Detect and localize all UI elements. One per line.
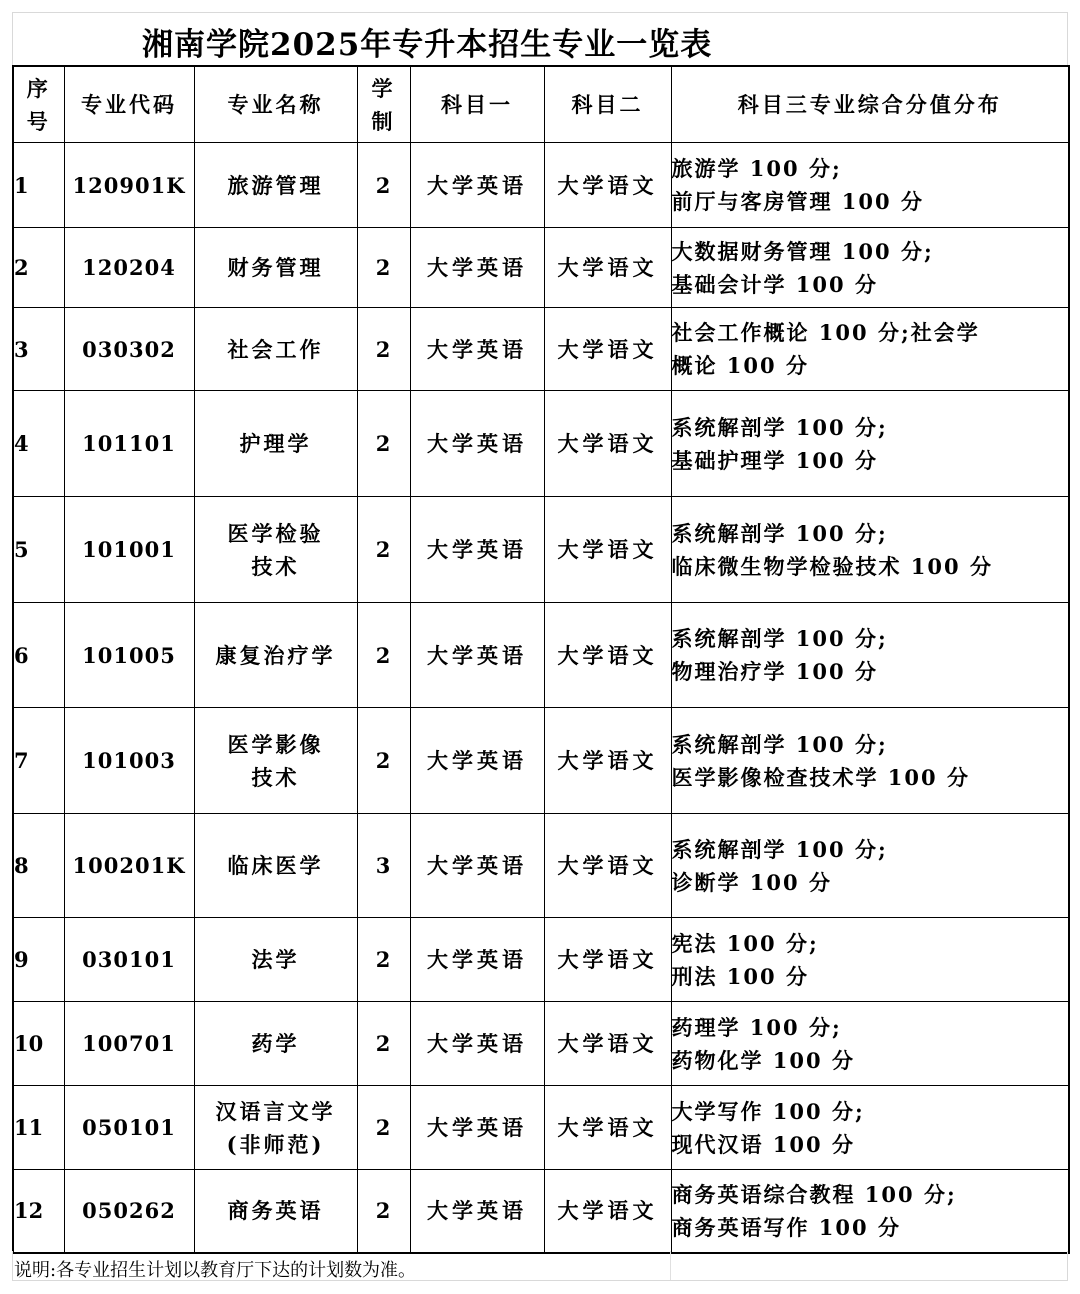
cell-subject3-line: 大学写作 100 分;: [671, 1098, 865, 1124]
cell-subject3-line: 旅游学 100 分;: [671, 156, 842, 181]
cell-subject2: 大学语文: [544, 708, 671, 814]
header-idx: [13, 66, 64, 143]
cell-subject3-line: 医学影像检查技术学 100 分: [671, 764, 970, 790]
table-row: [13, 1170, 1069, 1253]
cell-subject3: [671, 708, 1069, 814]
cell-idx: 1: [13, 143, 64, 228]
cell-years: 2: [357, 143, 410, 228]
cell-name-line: 医学影像: [227, 731, 324, 757]
table-row: [13, 603, 1069, 708]
cell-code: 100701: [64, 1002, 194, 1086]
cell-code: 101001: [64, 497, 194, 603]
header-years-line-2: 制: [371, 108, 396, 134]
cell-subject1: 大学英语: [410, 603, 544, 708]
cell-subject2: 大学语文: [544, 603, 671, 708]
cell-code: 100201K: [64, 814, 194, 918]
cell-subject3: [671, 143, 1069, 228]
cell-subject1: 大学英语: [410, 308, 544, 391]
cell-years: 2: [357, 228, 410, 308]
header-idx-line-2: 号: [26, 108, 51, 134]
cell-subject1: 大学英语: [410, 1086, 544, 1170]
cell-code: 030101: [64, 918, 194, 1002]
cell-subject2: 大学语文: [544, 1002, 671, 1086]
cell-subject3-line: 基础护理学 100 分: [671, 447, 878, 473]
table-row: [13, 814, 1069, 918]
cell-subject3-line: 宪法 100 分;: [671, 930, 819, 956]
cell-name-line: 旅游管理: [227, 172, 324, 198]
cell-name-line: 临床医学: [227, 853, 324, 878]
cell-subject3: [671, 1086, 1069, 1170]
cell-name-line: 社会工作: [227, 336, 324, 362]
table-row: [13, 1086, 1069, 1170]
cell-years: 2: [357, 1002, 410, 1086]
cell-subject3: [671, 391, 1069, 497]
table-row: [13, 1002, 1069, 1086]
cell-subject3: [671, 497, 1069, 603]
cell-years: 2: [357, 708, 410, 814]
cell-subject3: [671, 918, 1069, 1002]
cell-code: 120901K: [64, 143, 194, 228]
cell-idx: 3: [13, 308, 64, 391]
header-row: [13, 66, 1069, 143]
cell-subject3-line: 刑法 100 分: [671, 963, 809, 989]
table-row: [13, 143, 1069, 228]
cell-years: 2: [357, 1170, 410, 1253]
cell-subject3-line: 社会工作概论 100 分;社会学: [671, 320, 980, 345]
cell-subject1: 大学英语: [410, 391, 544, 497]
cell-subject3-line: 系统解剖学 100 分;: [671, 836, 888, 862]
cell-subject3-line: 系统解剖学 100 分;: [671, 414, 888, 440]
table-row: [13, 391, 1069, 497]
cell-name: [194, 814, 357, 918]
cell-subject1: 大学英语: [410, 143, 544, 228]
header-subject2: 科目二: [544, 66, 671, 143]
cell-years: 2: [357, 603, 410, 708]
cell-idx: 11: [13, 1086, 64, 1170]
cell-code: 101003: [64, 708, 194, 814]
cell-subject3-line: 大数据财务管理 100 分;: [671, 238, 934, 264]
cell-subject3-line: 诊断学 100 分: [671, 869, 832, 895]
cell-subject2: 大学语文: [544, 391, 671, 497]
cell-subject3-line: 现代汉语 100 分: [671, 1131, 855, 1157]
cell-name-line: 护理学: [239, 431, 312, 456]
page-title: 湘南学院2025年专升本招生专业一览表: [142, 27, 713, 63]
cell-subject1: 大学英语: [410, 1002, 544, 1086]
cell-subject2: 大学语文: [544, 497, 671, 603]
cell-code: 101101: [64, 391, 194, 497]
cell-name-line: 技术: [251, 764, 300, 790]
cell-years: 2: [357, 918, 410, 1002]
cell-subject3-line: 药理学 100 分;: [671, 1014, 842, 1040]
cell-subject1: 大学英语: [410, 918, 544, 1002]
cell-subject3-line: 药物化学 100 分: [671, 1047, 855, 1073]
cell-name: [194, 1002, 357, 1086]
cell-subject3-line: 商务英语写作 100 分: [671, 1214, 901, 1240]
cell-years: 2: [357, 391, 410, 497]
cell-subject3: [671, 603, 1069, 708]
table-row: [13, 708, 1069, 814]
cell-code: 120204: [64, 228, 194, 308]
cell-name: [194, 391, 357, 497]
header-idx-line-1: 序: [26, 75, 51, 101]
cell-name: [194, 1170, 357, 1253]
cell-name-line: 技术: [251, 553, 300, 579]
cell-name-line: 医学检验: [227, 520, 324, 546]
cell-subject2: 大学语文: [544, 1170, 671, 1253]
cell-subject3-line: 商务英语综合教程 100 分;: [671, 1181, 957, 1207]
cell-subject3-line: 前厅与客房管理 100 分: [671, 189, 924, 214]
cell-name-line: 药学: [251, 1031, 300, 1056]
cell-idx: 12: [13, 1170, 64, 1253]
cell-name-line: 康复治疗学: [215, 642, 336, 668]
cell-subject1: 大学英语: [410, 497, 544, 603]
cell-name: [194, 708, 357, 814]
cell-subject1: 大学英语: [410, 814, 544, 918]
cell-subject3-line: 系统解剖学 100 分;: [671, 626, 888, 651]
cell-subject3: [671, 1002, 1069, 1086]
cell-code: 030302: [64, 308, 194, 391]
cell-name: [194, 308, 357, 391]
cell-subject3: [671, 228, 1069, 308]
cell-years: 2: [357, 308, 410, 391]
cell-idx: 2: [13, 228, 64, 308]
header-name: 专业名称: [194, 66, 357, 143]
cell-code: 050262: [64, 1170, 194, 1253]
cell-code: 101005: [64, 603, 194, 708]
header-years-line-1: 学: [371, 75, 396, 101]
cell-name: [194, 918, 357, 1002]
cell-name: [194, 228, 357, 308]
table-row: [13, 228, 1069, 308]
cell-subject3-line: 系统解剖学 100 分;: [671, 520, 888, 546]
cell-subject3-line: 基础会计学 100 分: [671, 271, 878, 297]
cell-name: [194, 603, 357, 708]
cell-idx: 8: [13, 814, 64, 918]
cell-name-line: (非师范): [226, 1131, 325, 1157]
table-row: [13, 497, 1069, 603]
cell-subject1: 大学英语: [410, 708, 544, 814]
cell-name-line: 汉语言文学: [215, 1098, 336, 1124]
cell-name-line: 财务管理: [227, 255, 324, 280]
cell-idx: 7: [13, 708, 64, 814]
cell-name: [194, 1086, 357, 1170]
cell-idx: 6: [13, 603, 64, 708]
cell-subject3: [671, 1170, 1069, 1253]
cell-idx: 9: [13, 918, 64, 1002]
cell-subject2: 大学语文: [544, 814, 671, 918]
header-subject1: 科目一: [410, 66, 544, 143]
cell-subject2: 大学语文: [544, 1086, 671, 1170]
header-years: [357, 66, 410, 143]
cell-code: 050101: [64, 1086, 194, 1170]
cell-years: 2: [357, 497, 410, 603]
cell-name-line: 法学: [251, 947, 300, 972]
cell-subject3-line: 物理治疗学 100 分: [671, 659, 878, 684]
footnote: 说明:各专业招生计划以教育厅下达的计划数为准。: [14, 1260, 417, 1281]
table-row: [13, 308, 1069, 391]
cell-subject3-line: 系统解剖学 100 分;: [671, 731, 888, 757]
header-code: 专业代码: [64, 66, 194, 143]
cell-idx: 5: [13, 497, 64, 603]
table-row: [13, 918, 1069, 1002]
cell-subject2: 大学语文: [544, 918, 671, 1002]
cell-idx: 4: [13, 391, 64, 497]
cell-name-line: 商务英语: [227, 1198, 324, 1224]
cell-subject3-line: 临床微生物学检验技术 100 分: [671, 553, 993, 579]
cell-years: 2: [357, 1086, 410, 1170]
cell-subject2: 大学语文: [544, 228, 671, 308]
cell-subject1: 大学英语: [410, 1170, 544, 1253]
cell-subject3: [671, 308, 1069, 391]
cell-subject3: [671, 814, 1069, 918]
cell-name: [194, 143, 357, 228]
majors-table: [12, 65, 1070, 1254]
header-subject3: 科目三专业综合分值分布: [671, 66, 1069, 143]
cell-subject2: 大学语文: [544, 308, 671, 391]
cell-subject3-line: 概论 100 分: [671, 353, 809, 378]
cell-name: [194, 497, 357, 603]
cell-idx: 10: [13, 1002, 64, 1086]
cell-subject2: 大学语文: [544, 143, 671, 228]
cell-subject1: 大学英语: [410, 228, 544, 308]
cell-years: 3: [357, 814, 410, 918]
